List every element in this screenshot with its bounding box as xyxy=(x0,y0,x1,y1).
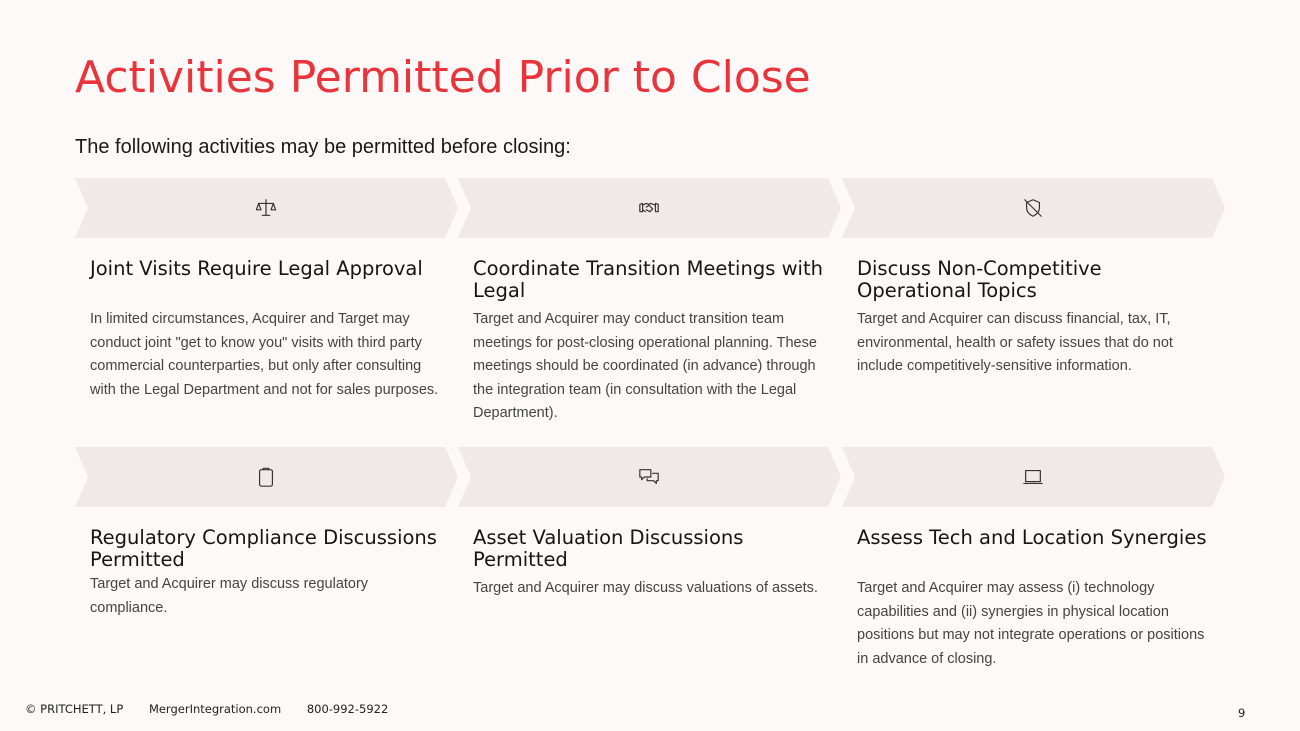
card-body: Target and Acquirer may discuss valuations of assets. xyxy=(473,580,818,596)
card-body: Target and Acquirer can discuss financial, tax, IT, environmental, health or safety issues that do not include competitively-sensitive information. xyxy=(857,311,1173,375)
laptop-icon xyxy=(1022,466,1044,488)
card-body: Target and Acquirer may conduct transition team meetings for post-closing operational planning. These meetings should be coordinated (in advance) through the integration team (in consultation with the Legal Department). xyxy=(473,311,817,422)
activity-card xyxy=(458,447,841,677)
card-body: Target and Acquirer may discuss regulatory compliance. xyxy=(90,576,369,616)
clipboard-icon xyxy=(255,466,277,488)
chevron-header xyxy=(458,178,841,238)
footer-website: MergerIntegration.com xyxy=(148,702,282,716)
chevron-header xyxy=(842,447,1225,507)
page-title: Activities Permitted Prior to Close xyxy=(75,52,811,103)
chevron-header xyxy=(75,447,458,507)
chevron-header xyxy=(75,178,458,238)
card-title: Asset Valuation Discussions Permitted xyxy=(473,526,744,571)
card-title: Discuss Non-Competitive Operational Topics xyxy=(857,257,1102,302)
activity-card xyxy=(842,178,1225,438)
footer xyxy=(25,702,410,716)
footer-phone: 800-992-5922 xyxy=(306,702,389,716)
activity-card xyxy=(75,447,458,677)
chevron-header xyxy=(458,447,841,507)
page-subtitle: The following activities may be permitted before closing: xyxy=(75,136,571,158)
activity-card xyxy=(842,447,1225,677)
chevron-header xyxy=(842,178,1225,238)
scales-icon xyxy=(255,197,277,219)
activity-card xyxy=(458,178,841,438)
chat-icon xyxy=(638,466,660,488)
card-title: Regulatory Compliance Discussions Permitted xyxy=(90,526,437,571)
activity-card xyxy=(75,178,458,438)
footer-copyright: © PRITCHETT, LP xyxy=(25,702,124,716)
page-number: 9 xyxy=(1238,706,1246,720)
card-title: Coordinate Transition Meetings with Legal xyxy=(473,257,823,302)
card-title: Assess Tech and Location Synergies xyxy=(857,526,1207,549)
handshake-icon xyxy=(638,197,660,219)
card-title: Joint Visits Require Legal Approval xyxy=(90,257,423,280)
card-body: Target and Acquirer may assess (i) technology capabilities and (ii) synergies in physical location positions but may not integrate operations or positions in advance of closing. xyxy=(857,580,1205,667)
shield-off-icon xyxy=(1022,197,1044,219)
card-body: In limited circumstances, Acquirer and Target may conduct joint "get to know you" visits with third party commercial counterparties, but only after consulting with the Legal Department and not for sales purposes. xyxy=(90,311,439,398)
